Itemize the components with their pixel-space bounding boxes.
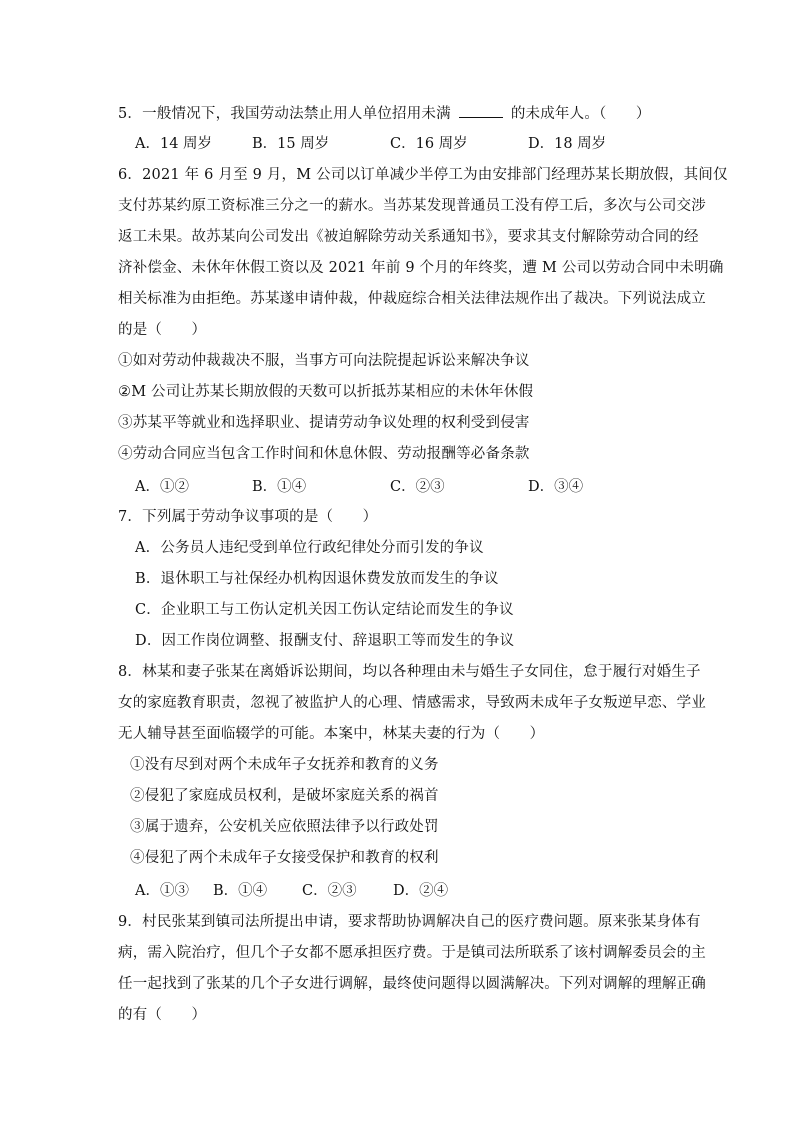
q8-option-d: D．②④ bbox=[393, 883, 449, 899]
q8-option-c: C．②③ bbox=[302, 883, 357, 899]
q5-option-c: C．16 周岁 bbox=[390, 136, 468, 152]
q8-item-2: ②侵犯了家庭成员权利，是破坏家庭关系的祸首 bbox=[130, 788, 439, 804]
q8-stem-line: 无人辅导甚至面临辍学的可能。本案中，林某夫妻的行为（ ） bbox=[118, 726, 545, 742]
q9-stem-line: 9．村民张某到镇司法所提出申请，要求帮助协调解决自己的医疗费问题。原来张某身体有 bbox=[118, 914, 701, 930]
q6-option-d: D．③④ bbox=[528, 479, 584, 495]
q6-stem-line: 相关标准为由拒绝。苏某遂申请仲裁，仲裁庭综合相关法律法规作出了裁决。下列说法成立 bbox=[118, 291, 706, 307]
q7-option-d: D．因工作岗位调整、报酬支付、辞退职工等而发生的争议 bbox=[135, 633, 515, 649]
q5-stem-post: 的未成年人。（ ） bbox=[510, 106, 651, 122]
q7-option-c: C．企业职工与工伤认定机关因工伤认定结论而发生的争议 bbox=[135, 602, 514, 618]
q6-stem-line: 支付苏某约原工资标准三分之一的薪水。当苏某发现普通员工没有停工后，多次与公司交涉 bbox=[118, 198, 706, 214]
q8-item-3: ③属于遗弃，公安机关应依照法律予以行政处罚 bbox=[130, 819, 439, 835]
q6-stem-line: 济补偿金、未休年休假工资以及 2021 年前 9 个月的年终奖，遭 M 公司以劳动合同中未明确 bbox=[118, 260, 724, 276]
q6-stem-line: 6．2021 年 6 月至 9 月，M 公司以订单减少半停工为由安排部门经理苏某长期放假，其间仅 bbox=[118, 167, 728, 183]
q7-stem: 7．下列属于劳动争议事项的是（ ） bbox=[118, 509, 378, 525]
q7-option-a: A．公务员人违纪受到单位行政纪律处分而引发的争议 bbox=[135, 540, 484, 556]
q6-item-1: ①如对劳动仲裁裁决不服，当事方可向法院提起诉讼来解决争议 bbox=[118, 353, 530, 369]
q9-stem-line: 病，需入院治疗，但几个子女都不愿承担医疗费。于是镇司法所联系了该村调解委员会的主 bbox=[118, 945, 706, 961]
q6-option-a: A．①② bbox=[135, 479, 189, 495]
q9-stem-line: 的有（ ） bbox=[118, 1007, 207, 1023]
q5-option-a: A．14 周岁 bbox=[135, 136, 213, 152]
q8-stem-line: 8．林某和妻子张某在离婚诉讼期间，均以各种理由未与婚生子女同住，怠于履行对婚生子 bbox=[118, 664, 701, 680]
q8-item-1: ①没有尽到对两个未成年子女抚养和教育的义务 bbox=[130, 757, 439, 773]
q5-stem bbox=[118, 103, 651, 123]
q8-item-4: ④侵犯了两个未成年子女接受保护和教育的权利 bbox=[130, 850, 439, 866]
q6-item-3: ③苏某平等就业和选择职业、提请劳动争议处理的权利受到侵害 bbox=[118, 415, 530, 431]
q7-option-b: B．退休职工与社保经办机构因退休费发放而发生的争议 bbox=[135, 571, 499, 587]
q8-option-b: B．①④ bbox=[213, 883, 268, 899]
q5-answer-blank bbox=[459, 103, 503, 118]
q8-option-a: A．①③ bbox=[135, 883, 189, 899]
q5-option-b: B．15 周岁 bbox=[252, 136, 330, 152]
q6-item-2: ②M 公司让苏某长期放假的天数可以折抵苏某相应的未休年休假 bbox=[118, 384, 534, 400]
q6-option-c: C．②③ bbox=[390, 479, 445, 495]
q6-item-4: ④劳动合同应当包含工作时间和休息休假、劳动报酬等必备条款 bbox=[118, 446, 530, 462]
q5-stem-pre: 5．一般情况下，我国劳动法禁止用人单位招用未满 bbox=[118, 106, 451, 122]
q5-option-d: D．18 周岁 bbox=[528, 136, 607, 152]
q6-stem-line: 的是（ ） bbox=[118, 322, 207, 338]
q6-stem-line: 返工未果。故苏某向公司发出《被迫解除劳动关系通知书》，要求其支付解除劳动合同的经 bbox=[118, 229, 699, 245]
q9-stem-line: 任一起找到了张某的几个子女进行调解，最终使问题得以圆满解决。下列对调解的理解正确 bbox=[118, 976, 706, 992]
q6-option-b: B．①④ bbox=[252, 479, 307, 495]
q8-stem-line: 女的家庭教育职责，忽视了被监护人的心理、情感需求，导致两未成年子女叛逆早恋、学业 bbox=[118, 695, 706, 711]
